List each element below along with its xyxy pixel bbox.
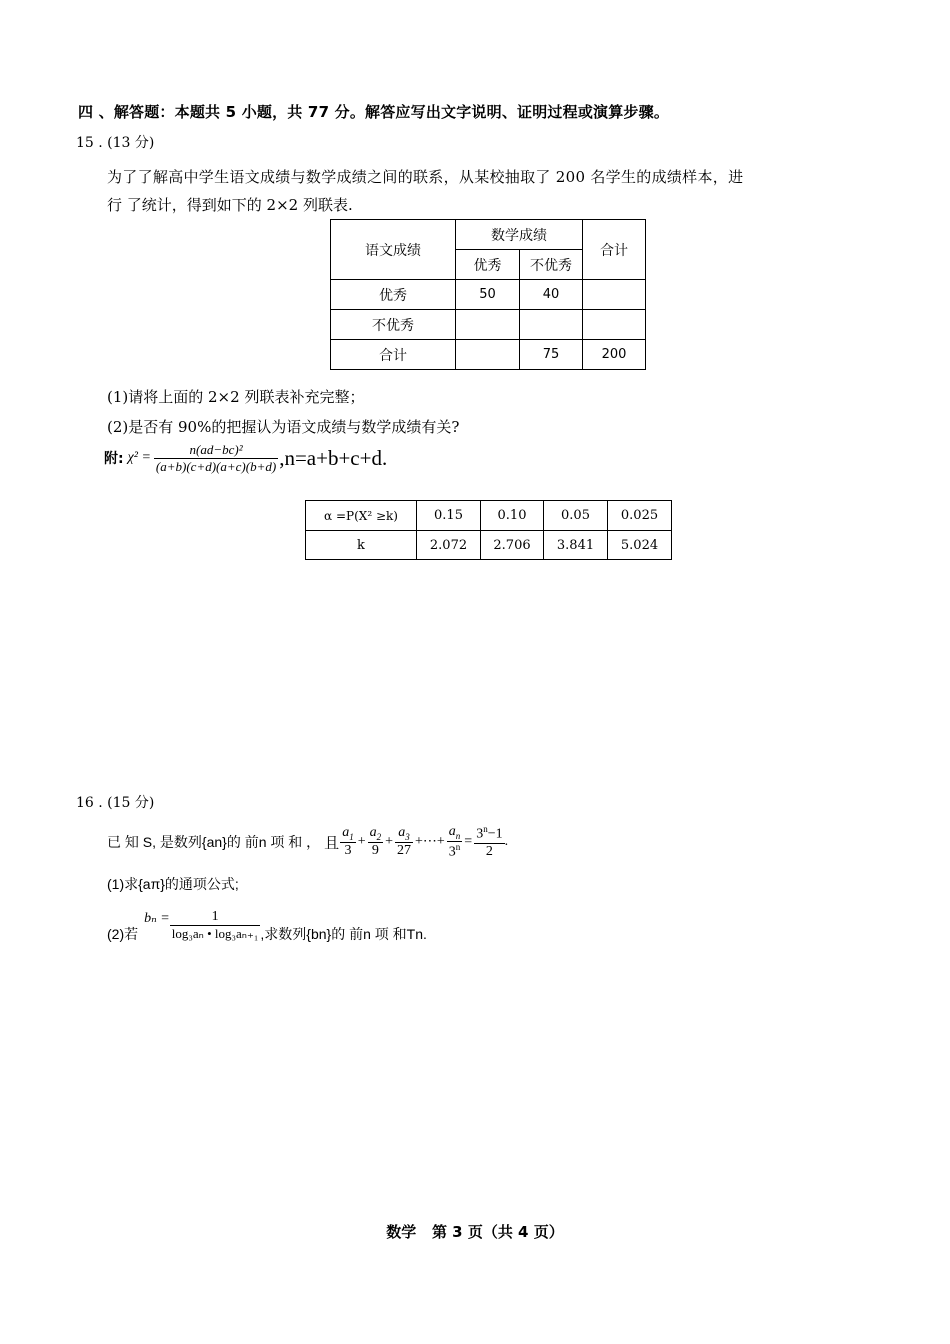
bn-denominator: log₃aₙ • log₃aₙ₊₁ [171,925,259,941]
q15-label: 15 . (13 分) [76,135,155,151]
formula-tail: ,n=a+b+c+d. [279,445,388,470]
alpha-label: α =P(X² ≥k) [306,501,417,531]
chi-square-formula [104,438,387,478]
table-cell [583,280,646,310]
bn-numerator: 1 [211,908,219,924]
row-label: 优秀 [331,280,456,310]
alpha-value: 0.05 [544,501,608,531]
not-excellent-column-header: 不优秀 [520,250,583,280]
critical-value-table [305,500,672,560]
table-cell: 75 [520,340,583,370]
total-column-header: 合计 [583,220,646,280]
table-row [331,340,646,370]
q16-intro-qie: 且 [324,833,340,852]
k-value: 2.072 [417,531,481,560]
fraction-an: $\frac{a_n}{3^n}$ [448,823,461,860]
page-footer: 数学 第 3 页（共 4 页） [386,1223,564,1241]
alpha-value: 0.025 [608,501,672,531]
fraction-rhs: $\frac{3^n-1}{2}$ [476,824,503,859]
appendix-label: 附: [104,451,124,467]
q15-intro-line2: 行 了统计，得到如下的 2×2 列联表. [107,196,353,214]
table-row [306,531,672,560]
contingency-table [330,219,646,370]
q16-part2-prefix: (2)若 [107,926,139,942]
formula-lhs: χ² = [127,450,151,465]
alpha-value: 0.10 [481,501,544,531]
q16-intro-prefix: 已 知 S, 是数列{an}的 前n 项 和 ， [107,834,321,850]
excellent-column-header: 优秀 [456,250,520,280]
table-cell: 50 [456,280,520,310]
table-row [331,280,646,310]
table-cell: 40 [520,280,583,310]
table-row [331,310,646,340]
bn-lhs: bₙ = [144,910,170,926]
fraction-a2: $\frac{a_2}{9}$ [369,825,382,858]
table-cell: 200 [583,340,646,370]
series-equation: $\frac{a_1}{3}$ + $\frac{a_2}{9}$ + $\frac{a_3}{27}$ +⋯+ $\frac{a_n}{3^n}$ = $\frac{3^n-1}{2}$ . [342,823,509,860]
row-label: 不优秀 [331,310,456,340]
formula-fraction [154,442,278,475]
k-value: 3.841 [544,531,608,560]
formula-numerator: n(ad−bc)² [189,441,243,457]
q15-part2: (2)是否有 90%的把握认为语文成绩与数学成绩有关? [107,418,460,436]
formula-denominator: (a+b)(c+d)(a+c)(b+d) [155,458,277,474]
q16-part2 [107,904,427,946]
bn-fraction [170,909,261,942]
q15-intro-line1: 为了了解高中学生语文成绩与数学成绩之间的联系，从某校抽取了 200 名学生的成绩样本，进 [107,168,744,186]
section-heading: 四 、解答题：本题共 5 小题，共 77 分。解答应写出文字说明、证明过程或演算步骤。 [78,103,670,121]
q16-part1: (1)求{aπ}的通项公式; [107,876,239,892]
q16-intro [107,822,508,862]
q15-part1: (1)请将上面的 2×2 列联表补充完整； [107,388,365,406]
table-corner-header: 语文成绩 [331,220,456,280]
row-label: 合计 [331,340,456,370]
k-value: 5.024 [608,531,672,560]
table-cell [456,340,520,370]
fraction-a3: $\frac{a_3}{27}$ [397,825,411,858]
table-cell [456,310,520,340]
alpha-value: 0.15 [417,501,481,531]
q16-label: 16 . (15 分) [76,795,155,811]
table-cell [583,310,646,340]
table-row [306,501,672,531]
k-value: 2.706 [481,531,544,560]
q16-part2-suffix: ,求数列{bn}的 前n 项 和Tn. [260,926,427,942]
table-cell [520,310,583,340]
math-score-header: 数学成绩 [456,220,583,250]
k-label: k [306,531,417,560]
fraction-a1: $\frac{a_1}{3}$ [342,825,354,858]
